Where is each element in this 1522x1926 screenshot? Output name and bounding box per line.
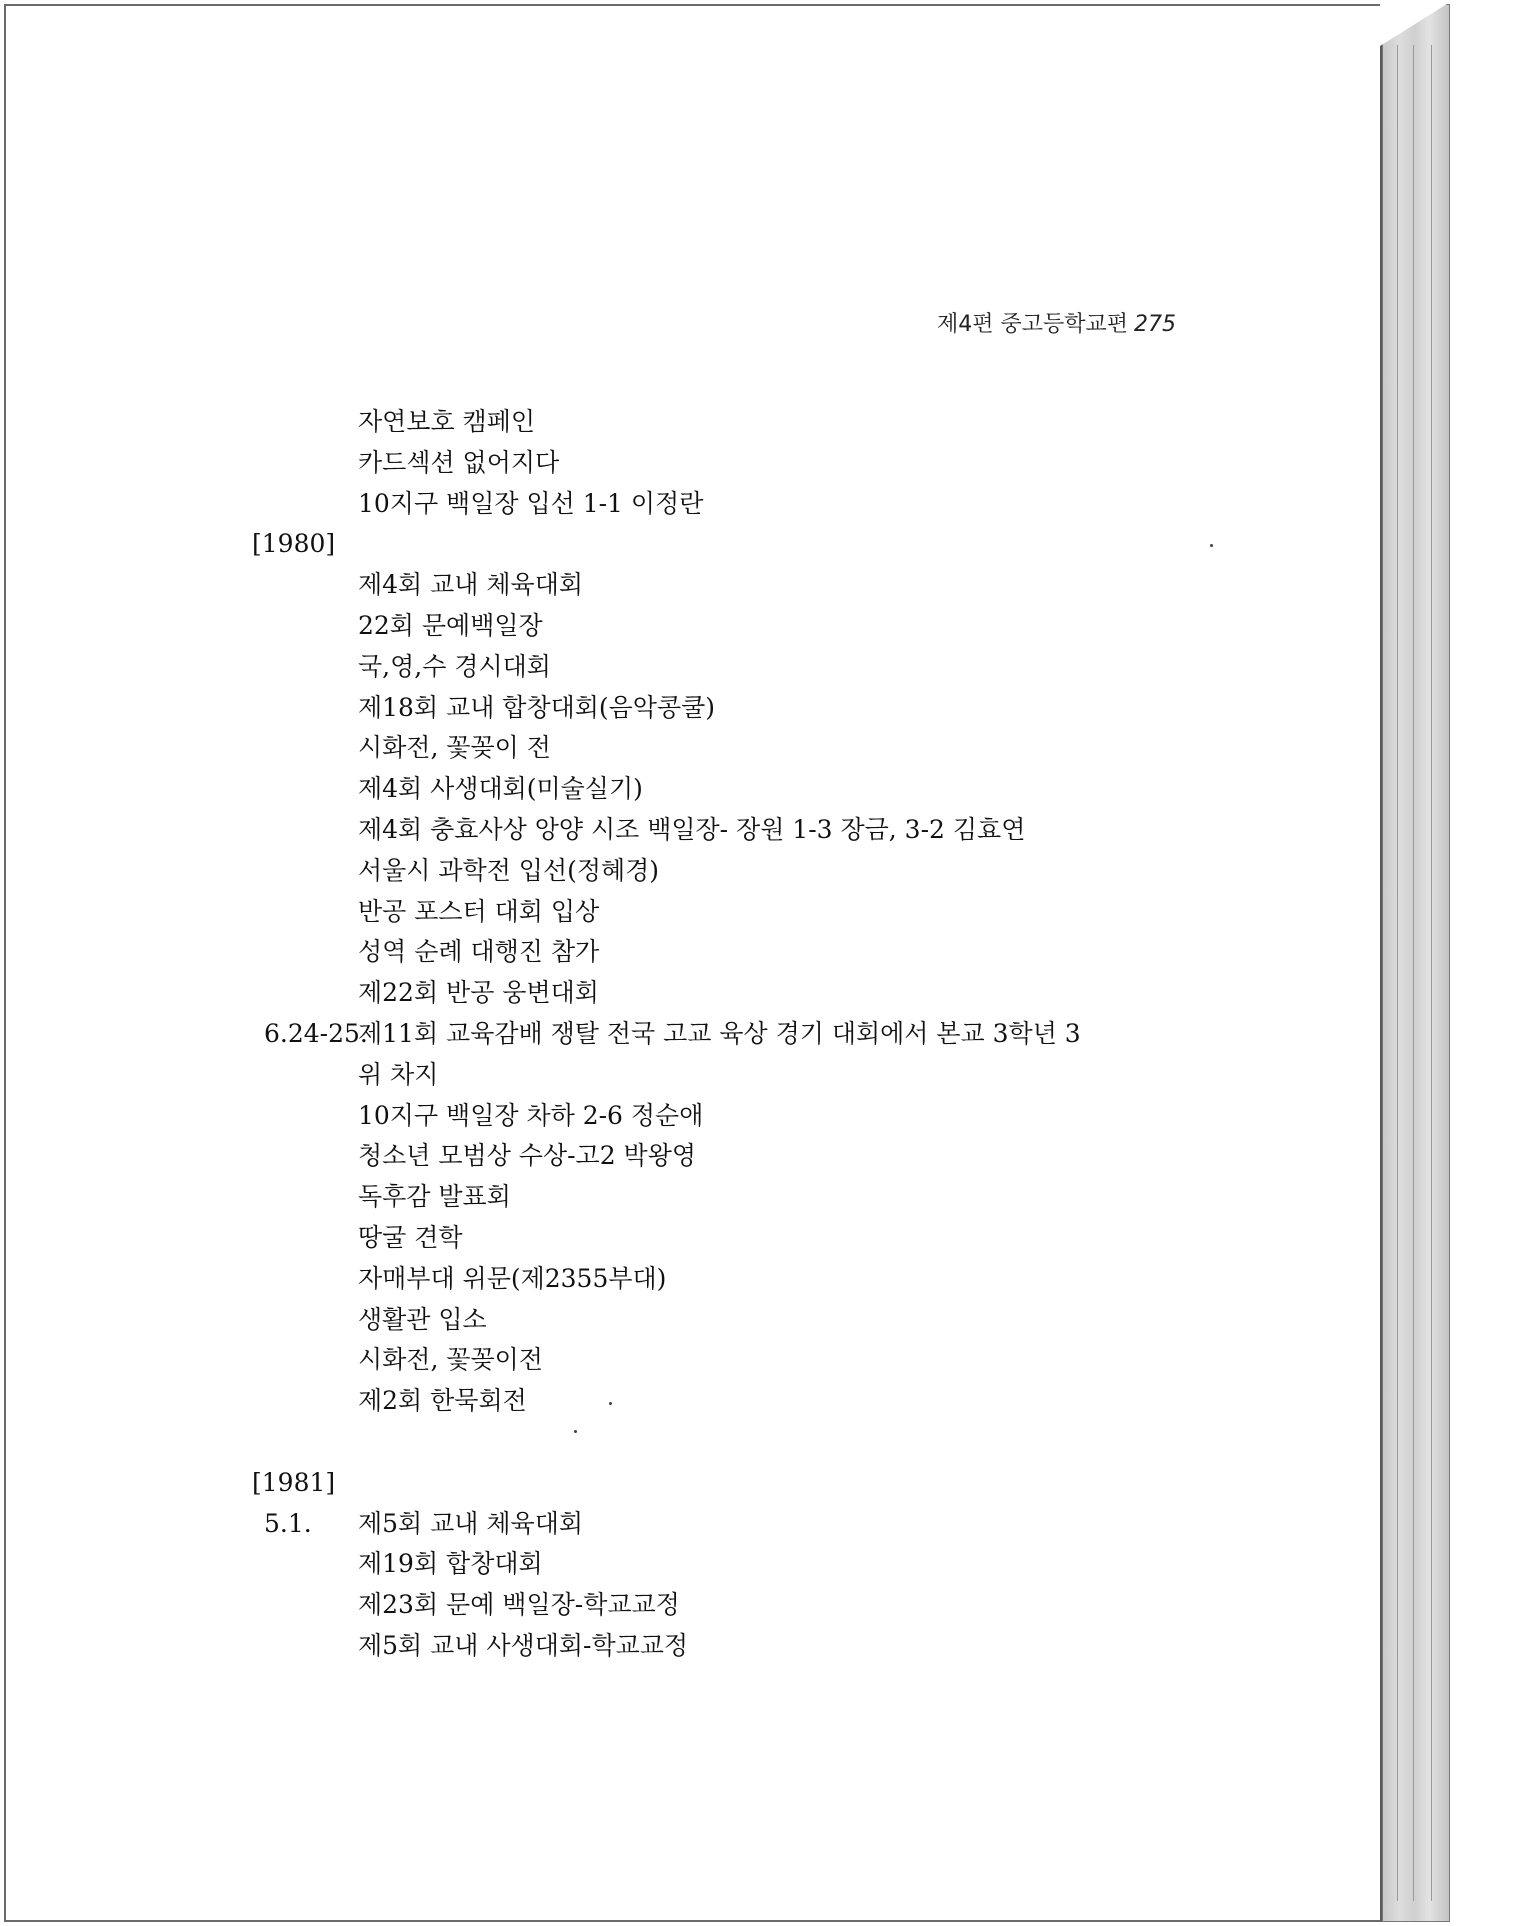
year-heading-1981: [1981] (252, 1467, 336, 1497)
entry-date: 6.24-25. (264, 1018, 368, 1048)
list-item: 10지구 백일장 차하 2-6 정순애 (358, 1100, 704, 1130)
page-number: 275 (1134, 312, 1176, 337)
section-gap (6, 1422, 1384, 1463)
list-item: 자연보호 캠페인 (358, 407, 535, 436)
list-item: 자매부대 위문(제2355부대) (358, 1263, 667, 1293)
list-item: 서울시 과학전 입선(정혜경) (358, 855, 660, 885)
list-item: 10지구 백일장 입선 1-1 이정란 (358, 488, 704, 518)
list-item: 생활관 입소 (358, 1304, 487, 1334)
list-item: 제4회 사생대회(미술실기) (358, 774, 643, 804)
list-item: 카드섹션 없어지다 (358, 447, 560, 477)
page-stack-edge (1382, 4, 1450, 1922)
scan-speck (1210, 544, 1213, 547)
dated-list-item: 5.1. 제5회 교내 체육대회 (6, 1504, 1384, 1545)
list-item: 제23회 문예 백일장-학교교정 (358, 1590, 680, 1620)
list-item: 땅굴 견학 (358, 1222, 463, 1252)
entry-date: 5.1. (264, 1508, 312, 1538)
chronology-list (6, 402, 1384, 1667)
list-item: 제2회 한묵회전 (358, 1386, 527, 1416)
list-item: 국,영,수 경시대회 (358, 651, 551, 681)
list-item: 반공 포스터 대회 입상 (358, 896, 600, 926)
list-item: 제4회 교내 체육대회 (358, 570, 583, 600)
list-item-continuation: 위 차지 (358, 1059, 439, 1089)
list-item: 청소년 모범상 수상-고2 박왕영 (358, 1141, 696, 1171)
list-item: 제19회 합창대회 (358, 1549, 543, 1579)
list-item: 제22회 반공 웅변대회 (358, 978, 599, 1008)
document-page (4, 4, 1382, 1922)
list-item: 제5회 교내 사생대회-학교교정 (358, 1630, 689, 1660)
dated-list-item: 6.24-25. 제11회 교육감배 쟁탈 전국 고교 육상 경기 대회에서 본교 3학년 3 (6, 1014, 1384, 1055)
list-item: 시화전, 꽃꽂이 전 (358, 733, 551, 763)
list-item: 시화전, 꽃꽂이전 (358, 1345, 543, 1375)
year-heading-1980: [1980] (252, 529, 336, 559)
page-corner (1380, 2, 1450, 46)
list-item: 제4회 충효사상 앙양 시조 백일장- 장원 1-3 장금, 3-2 김효연 (358, 814, 1026, 844)
header-section-title: 제4편 중고등학교편 (936, 312, 1128, 337)
list-item: 제18회 교내 합창대회(음악콩쿨) (358, 692, 716, 722)
list-item: 성역 순례 대행진 참가 (358, 937, 600, 967)
scan-speck (609, 1402, 612, 1405)
list-item: 독후감 발표회 (358, 1182, 511, 1212)
scan-speck (574, 1430, 577, 1433)
running-header (906, 307, 1176, 338)
list-item: 22회 문예백일장 (358, 610, 543, 640)
